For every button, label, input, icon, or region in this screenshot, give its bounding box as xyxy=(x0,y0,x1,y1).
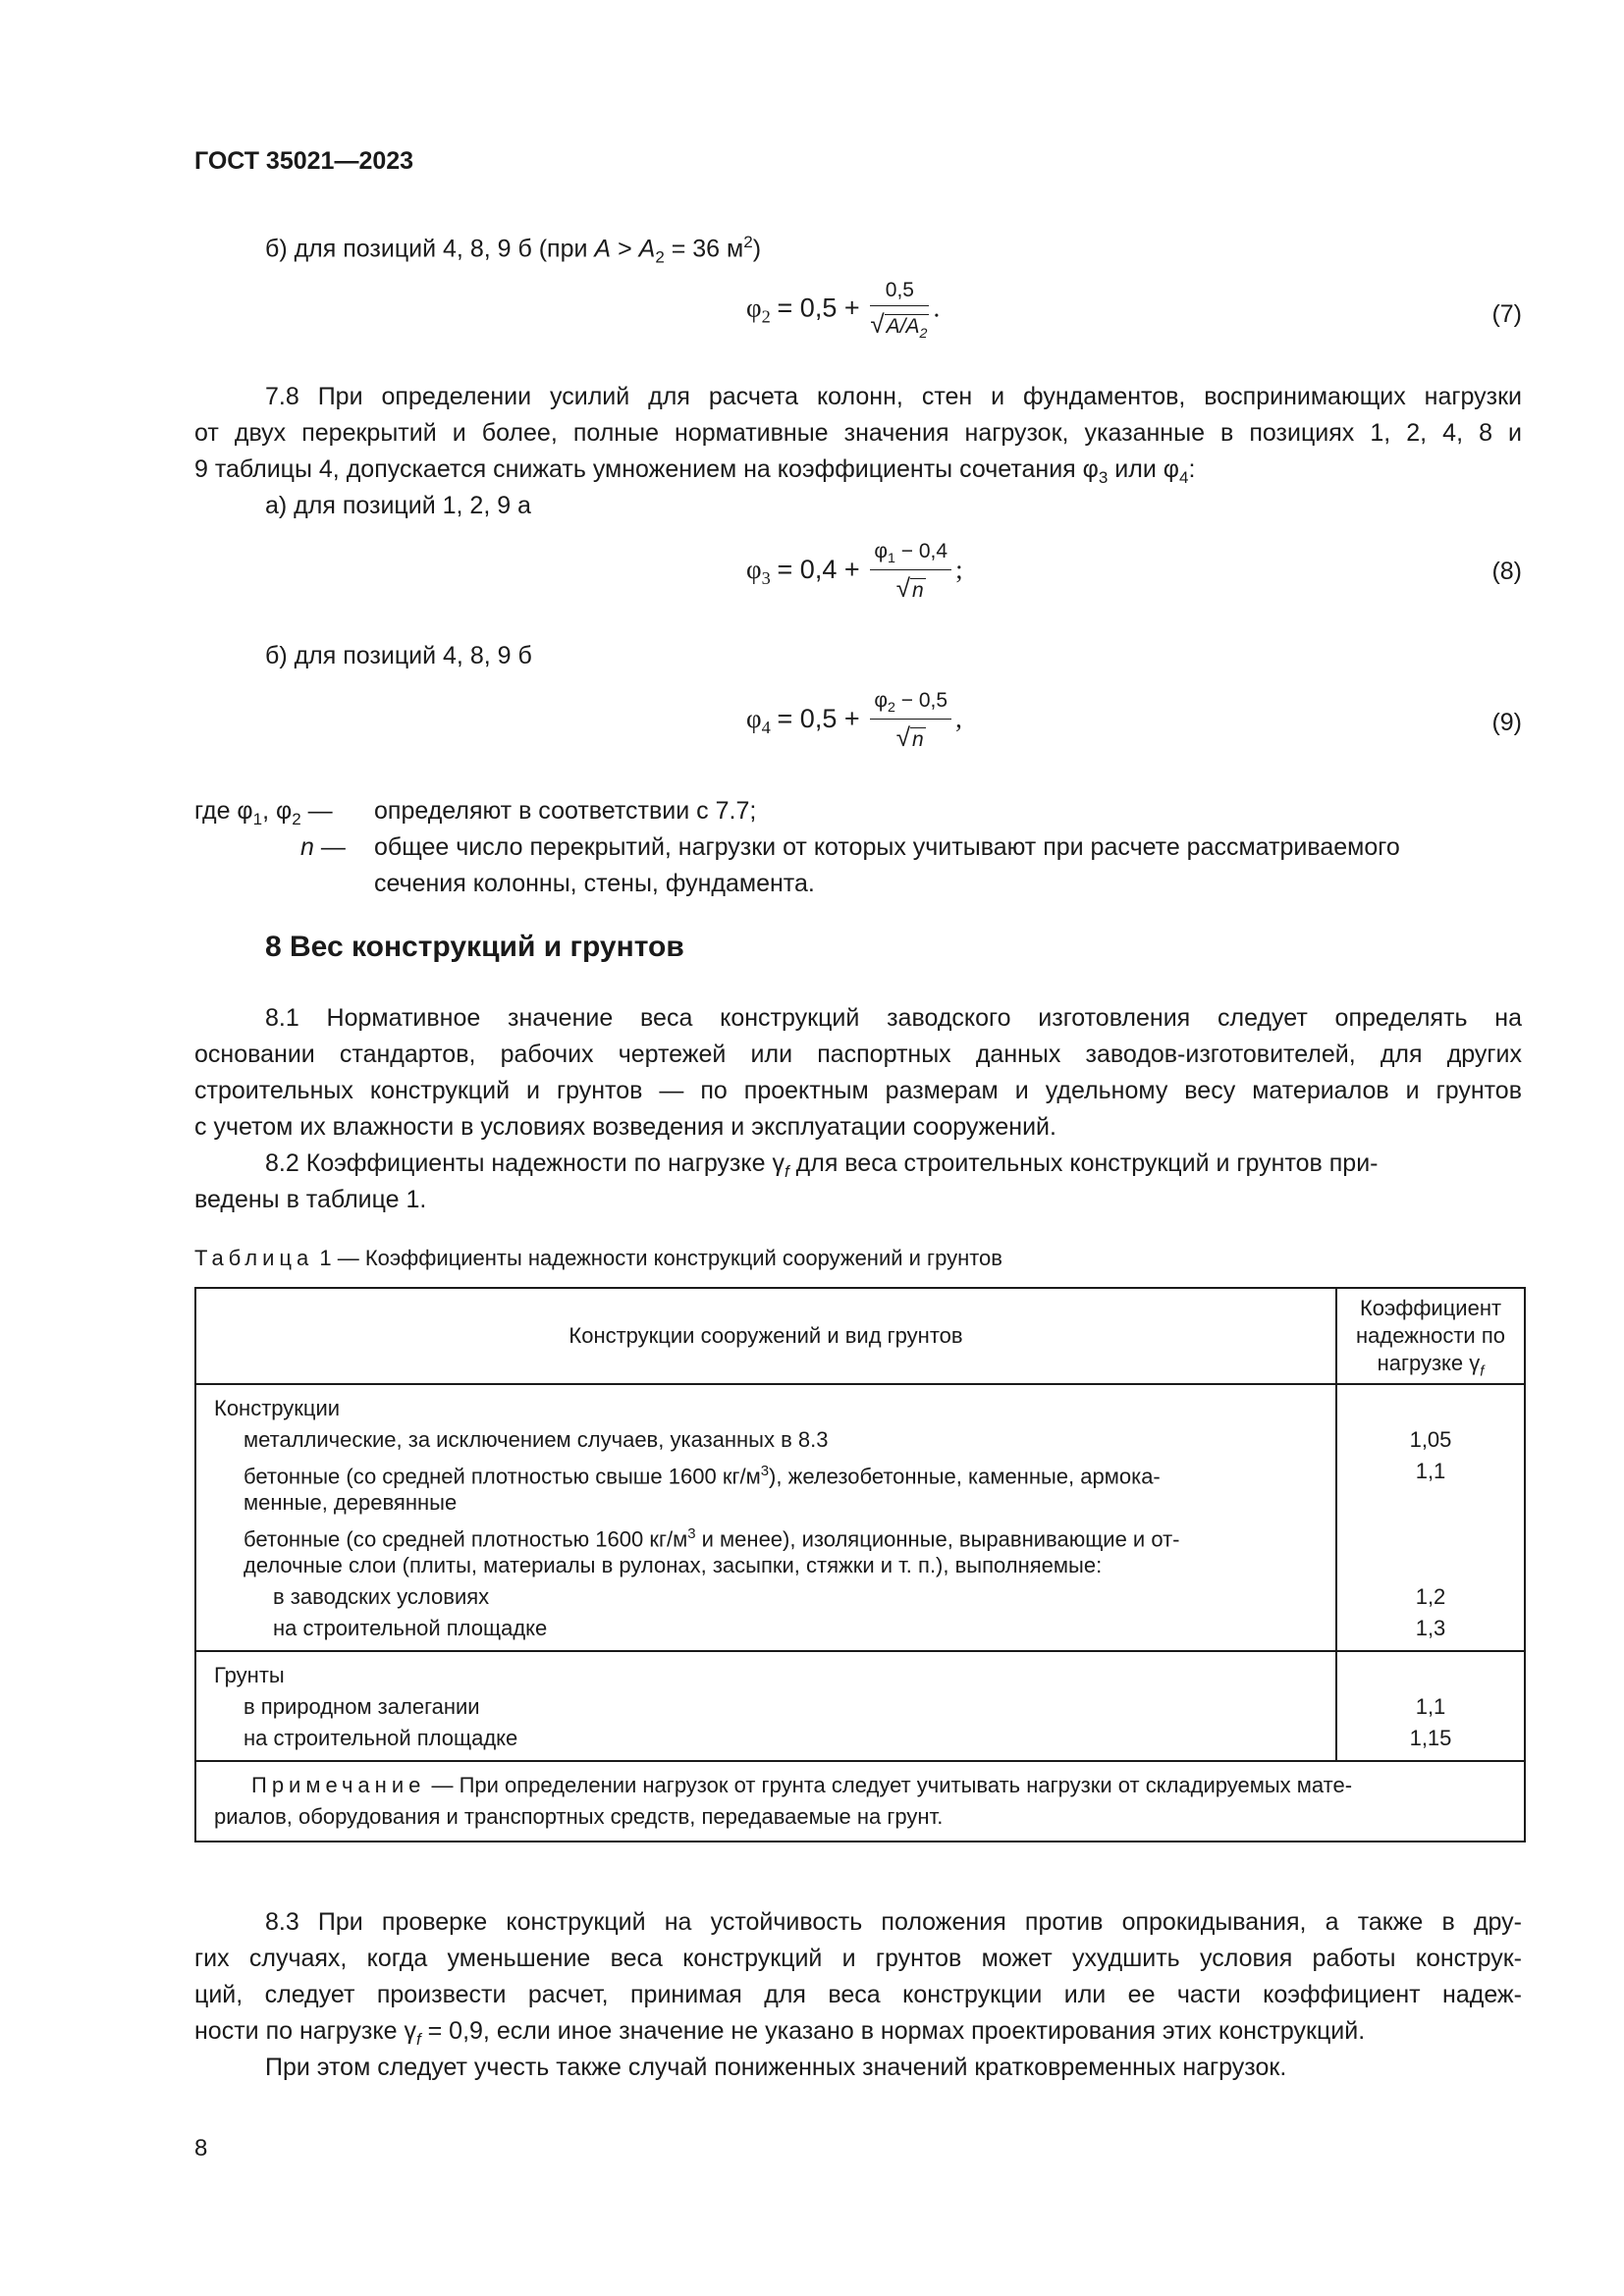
table-row-label: на строительной площадке xyxy=(273,1616,548,1640)
table-row-value: 1,2 xyxy=(1415,1584,1446,1609)
para-7-8-line-1: 7.8 При определении усилий для расчета колонн, стен и фундаментов, воспринимающих нагрузки xyxy=(265,383,1522,410)
group-title: Грунты xyxy=(214,1663,285,1687)
table-group-soils xyxy=(195,1651,1525,1761)
table-caption: Таблица 1 — Коэффициенты надежности конструкций сооружений и грунтов xyxy=(194,1246,1002,1270)
para-7-8-line-2: от двух перекрытий и более, полные нормативные значения нагрузок, указанные в позициях 1, 2, 4, 8 и xyxy=(194,419,1522,447)
item-b: б) для позиций 4, 8, 9 б xyxy=(265,642,532,669)
sqrt-symbol: √ xyxy=(895,722,910,753)
para-8-3-line-4: ности по нагрузке $\gamma_f = 0,9$, если иное значение не указано в нормах проектирования этих конструкций. xyxy=(194,2017,1366,2049)
where-def-2-line-1: общее число перекрытий, нагрузки от которых учитывают при расчете рассматриваемого xyxy=(374,833,1400,861)
formula-8: $\varphi_3 = 0,4$ + $\frac{\varphi_1 - 0,4}{√n}$ ; xyxy=(746,540,963,604)
table-row-label: бетонные (со средней плотностью 1600 $кг/м^3$ и менее), изоляционные, выравнивающие и от- xyxy=(244,1525,1180,1552)
soils-cell xyxy=(195,1651,1336,1761)
where-def-2-line-2: сечения колонны, стены, фундамента. xyxy=(374,870,815,897)
constructions-cell xyxy=(195,1384,1336,1651)
formula-8-number: (8) xyxy=(1491,558,1522,585)
formula-7-fraction: $\frac{0,5}{√A/A_2}$ xyxy=(870,279,928,343)
sqrt-symbol: √ xyxy=(870,309,885,339)
para-8-1-line-4: с учетом их влажности в условиях возведения и эксплуатации сооружений. xyxy=(194,1113,1056,1141)
table-row-value: 1,1 xyxy=(1415,1459,1446,1483)
item-b-condition: б) для позиций 4, 8, 9 б (при $A > A_2 = 36$ $м^2$) xyxy=(265,233,762,267)
para-8-3-line-2: гих случаях, когда уменьшение веса конструкций и грунтов может ухудшить условия работы конструк- xyxy=(194,1945,1522,1972)
para-8-3-line-3: ций, следует произвести расчет, принимая для веса конструкции или ее части коэффициент надеж- xyxy=(194,1981,1522,2008)
table-1 xyxy=(194,1287,1526,1842)
header-coefficient: Коэффициент надежности по нагрузке $\gamma_f$ xyxy=(1336,1288,1525,1384)
para-8-3-line-5: При этом следует учесть также случай пониженных значений кратковременных нагрузок. xyxy=(265,2054,1287,2081)
page-number: 8 xyxy=(194,2135,208,2162)
table-header-row xyxy=(195,1288,1525,1384)
where-def-1: определяют в соответствии с 7.7; xyxy=(374,797,757,825)
para-8-1-line-2: основании стандартов, рабочих чертежей или паспортных данных заводов-изготовителей, для других xyxy=(194,1041,1522,1068)
group-title: Конструкции xyxy=(214,1396,341,1420)
table-note: Примечание — При определении нагрузок от грунта следует учитывать нагрузки от складируемых мате- риалов, оборудования и транспортных средств, передаваемые на грунт. xyxy=(195,1761,1525,1842)
table-group-constructions xyxy=(195,1384,1525,1651)
para-8-1-line-1: 8.1 Нормативное значение веса конструкций заводского изготовления следует определять на xyxy=(265,1004,1522,1032)
table-row-label: металлические, за исключением случаев, указанных в 8.3 xyxy=(244,1427,829,1452)
para-8-2-line-1: 8.2 Коэффициенты надежности по нагрузке $\gamma_f$ для веса строительных конструкций и грунтов при- xyxy=(265,1149,1379,1181)
table-row-value: 1,3 xyxy=(1415,1616,1446,1640)
formula-7: $\varphi_2 = 0,5$ + $\frac{0,5}{√A/A_2}$ . xyxy=(746,279,941,343)
table-row-value: 1,1 xyxy=(1415,1694,1446,1719)
table-note-row xyxy=(195,1761,1525,1842)
table-row-label: делочные слои (плиты, материалы в рулонах, засыпки, стяжки и т. п.), выполняемые: xyxy=(244,1553,1103,1577)
where-symbol-2: n — xyxy=(300,833,346,861)
table-row-label: бетонные (со средней плотностью свыше 1600 $кг/м^3$), железобетонные, каменные, армока- xyxy=(244,1463,1161,1489)
table-row-label: на строительной площадке xyxy=(244,1726,518,1750)
header-constructions: Конструкции сооружений и вид грунтов xyxy=(195,1288,1336,1384)
table-row-label: менные, деревянные xyxy=(244,1490,458,1515)
soils-values-cell xyxy=(1336,1651,1525,1761)
formula-9-number: (9) xyxy=(1491,709,1522,736)
constructions-values-cell xyxy=(1336,1384,1525,1651)
table-row-label: в природном залегании xyxy=(244,1694,480,1719)
formula-8-fraction: $\frac{\varphi_1 - 0,4}{√n}$ xyxy=(870,540,951,604)
table-row-label: в заводских условиях xyxy=(273,1584,490,1609)
sqrt-symbol: √ xyxy=(895,573,910,604)
where-symbols-1: где $\varphi_1$, $\varphi_2$ — xyxy=(194,797,333,828)
section-title: 8 Вес конструкций и грунтов xyxy=(265,931,684,963)
para-8-1-line-3: строительных конструкций и грунтов — по проектным размерам и удельному весу материалов и грунтов xyxy=(194,1077,1522,1104)
para-8-3-line-1: 8.3 При проверке конструкций на устойчивость положения против опрокидывания, а также в дру- xyxy=(265,1908,1522,1936)
item-a: а) для позиций 1, 2, 9 а xyxy=(265,492,531,519)
para-7-8-line-3: 9 таблицы 4, допускается снижать умножением на коэффициенты сочетания $\varphi_3$ или $\varphi_4$: xyxy=(194,455,1196,487)
formula-9-fraction: $\frac{\varphi_2 - 0,5}{√n}$ xyxy=(870,689,951,753)
document-header: ГОСТ 35021—2023 xyxy=(194,147,414,175)
formula-9: $\varphi_4 = 0,5$ + $\frac{\varphi_2 - 0,5}{√n}$ , xyxy=(746,689,962,753)
para-8-2-line-2: ведены в таблице 1. xyxy=(194,1186,427,1213)
formula-7-number: (7) xyxy=(1491,300,1522,328)
table-row-value: 1,15 xyxy=(1409,1726,1452,1750)
table-row-value: 1,05 xyxy=(1409,1427,1452,1452)
